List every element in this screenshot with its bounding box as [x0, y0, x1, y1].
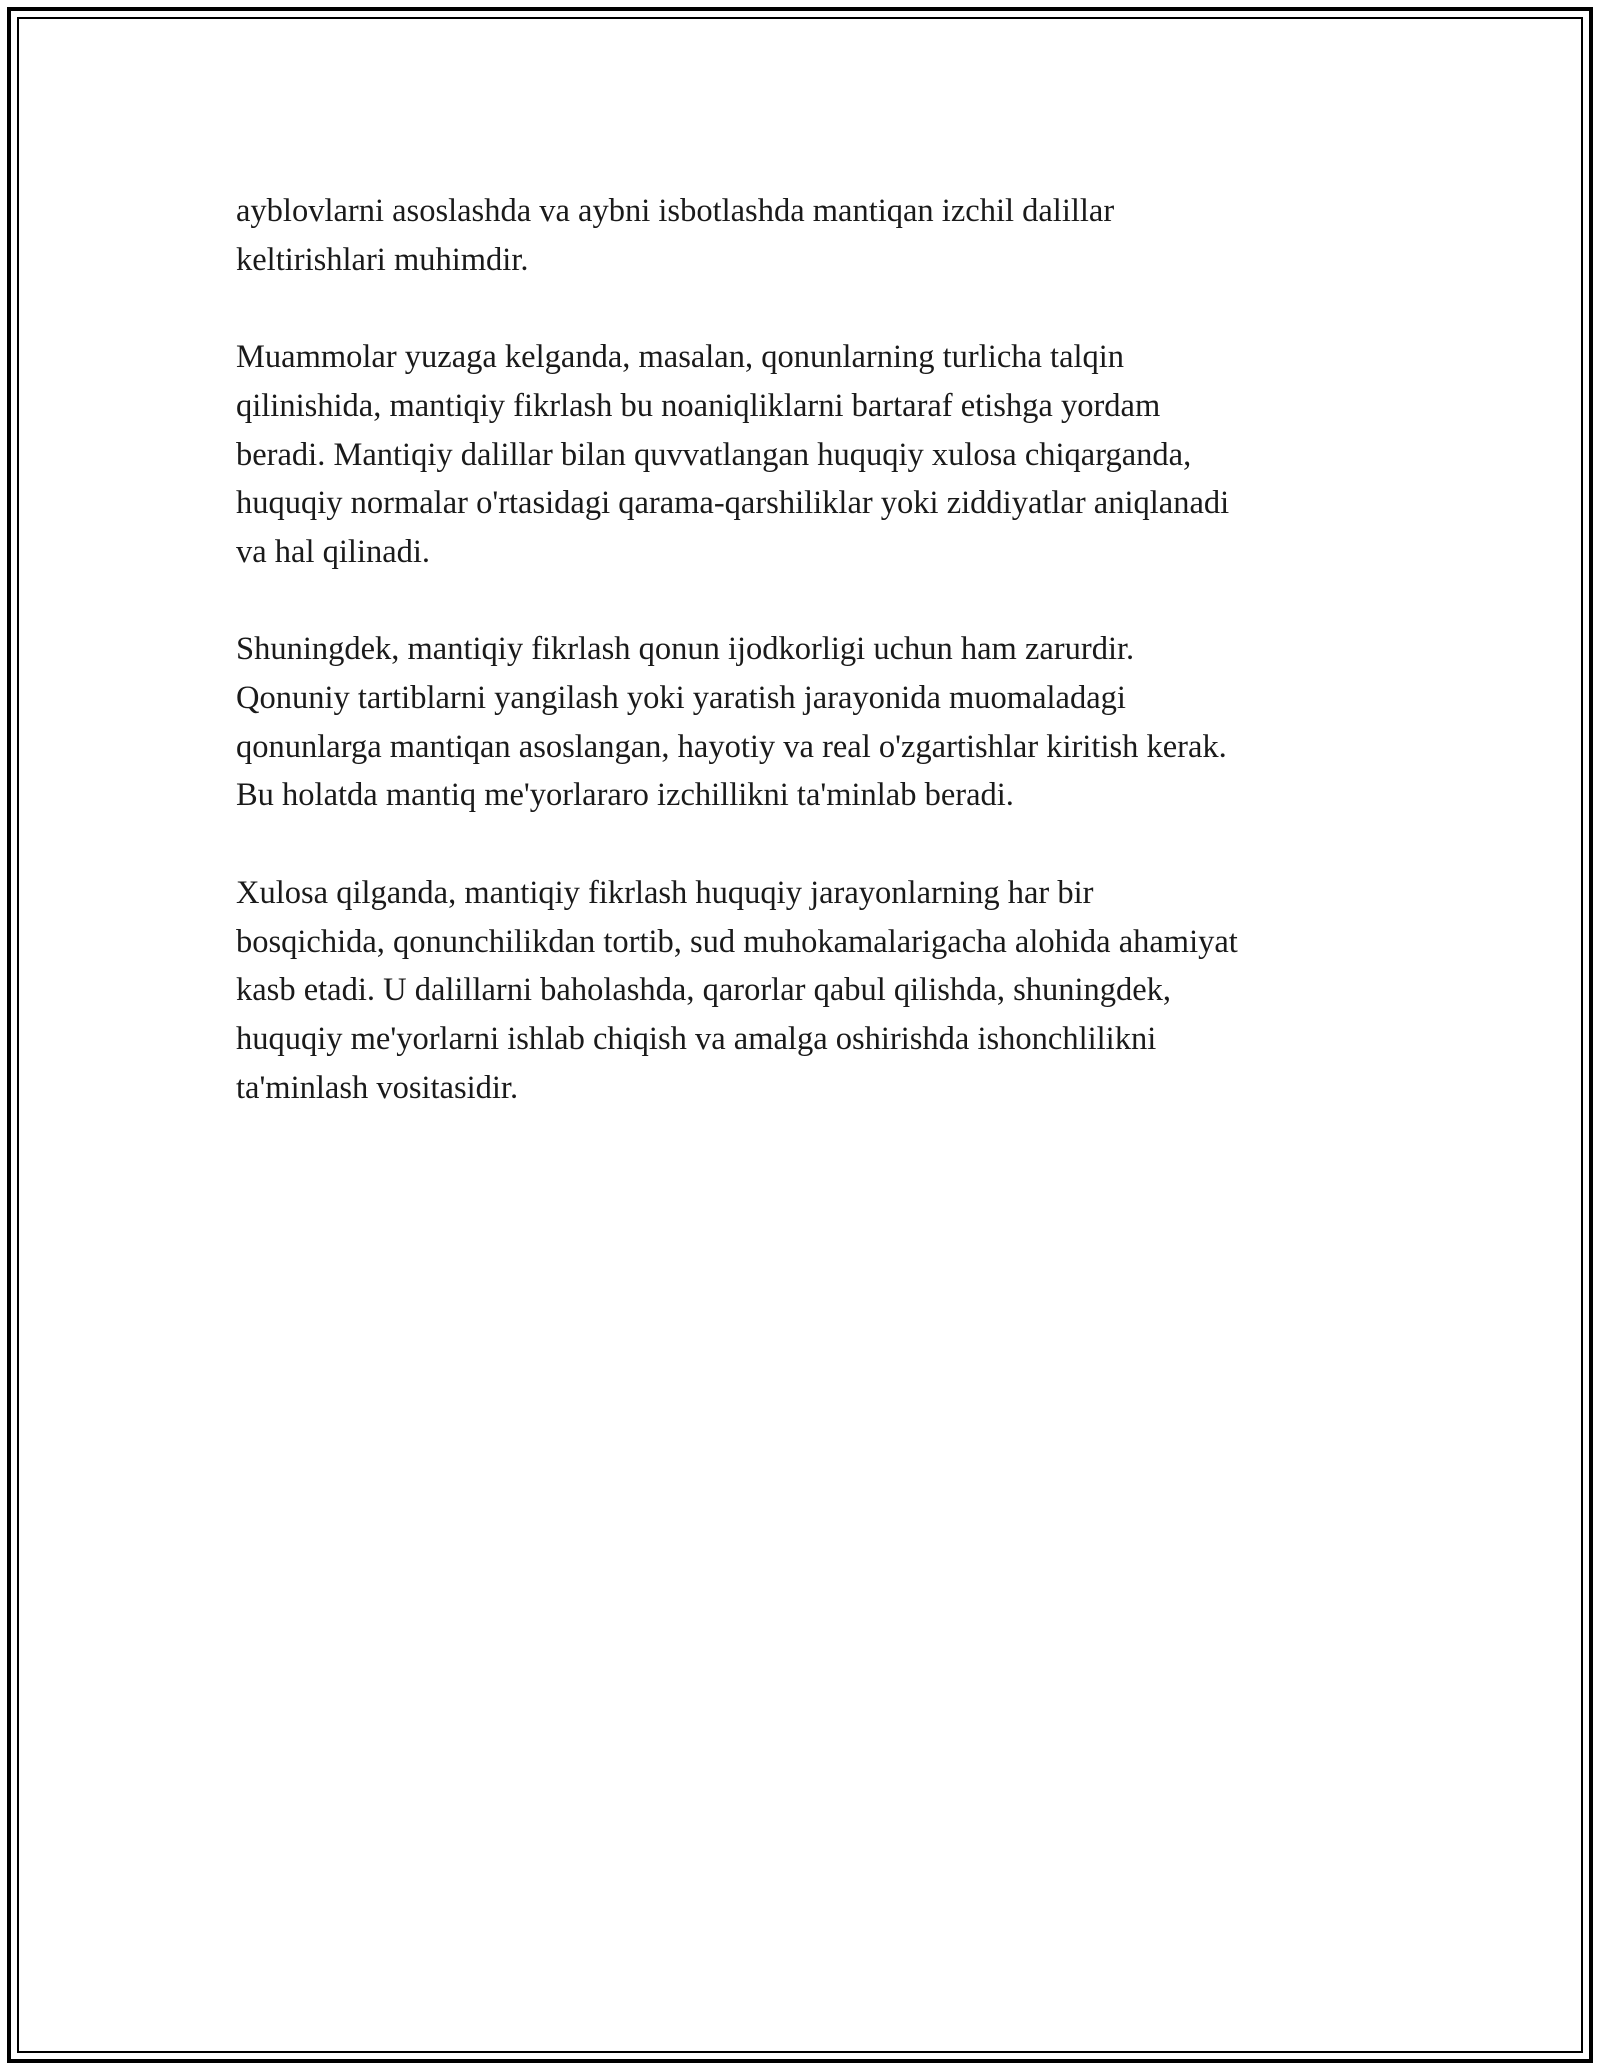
- paragraph-line: qilinishida, mantiqiy fikrlash bu noaniqliklarni bartaraf etishga yordam: [236, 387, 1161, 424]
- paragraph-line: bosqichida, qonunchilikdan tortib, sud muhokamalarigacha alohida ahamiyat: [236, 923, 1238, 960]
- paragraph-line: qonunlarga mantiqan asoslangan, hayotiy va real o'zgartishlar kiritish kerak.: [236, 728, 1227, 765]
- paragraph-line: Shuningdek, mantiqiy fikrlash qonun ijodkorligi uchun ham zarurdir.: [236, 631, 1135, 668]
- paragraph-line: huquqiy me'yorlarni ishlab chiqish va amalga oshirishda ishonchlilikni: [236, 1020, 1157, 1057]
- paragraph-2: [236, 333, 1416, 577]
- paragraph-line: keltirishlari muhimdir.: [236, 241, 529, 278]
- paragraph-4: [236, 869, 1416, 1113]
- paragraph-line: Xulosa qilganda, mantiqiy fikrlash huquqiy jarayonlarning har bir: [236, 874, 1094, 911]
- paragraph-3: [236, 625, 1416, 820]
- document-body: [236, 187, 1416, 1161]
- paragraph-line: ayblovlarni asoslashda va aybni isbotlashda mantiqan izchil dalillar: [236, 193, 1115, 229]
- paragraph-line: va hal qilinadi.: [236, 533, 431, 570]
- paragraph-line: beradi. Mantiqiy dalillar bilan quvvatlangan huquqiy xulosa chiqarganda,: [236, 436, 1192, 473]
- paragraph-line: kasb etadi. U dalillarni baholashda, qarorlar qabul qilishda, shuningdek,: [236, 972, 1172, 1009]
- paragraph-line: ta'minlash vositasidir.: [236, 1069, 519, 1106]
- paragraph-line: Muammolar yuzaga kelganda, masalan, qonunlarning turlicha talqin: [236, 339, 1125, 376]
- paragraph-line: Bu holatda mantiq me'yorlararo izchillikni ta'minlab beradi.: [236, 777, 1014, 814]
- paragraph-1: [236, 187, 1416, 284]
- paragraph-line: Qonuniy tartiblarni yangilash yoki yaratish jarayonida muomaladagi: [236, 680, 1126, 716]
- paragraph-line: huquqiy normalar o'rtasidagi qarama-qarshiliklar yoki ziddiyatlar aniqlanadi: [236, 485, 1230, 522]
